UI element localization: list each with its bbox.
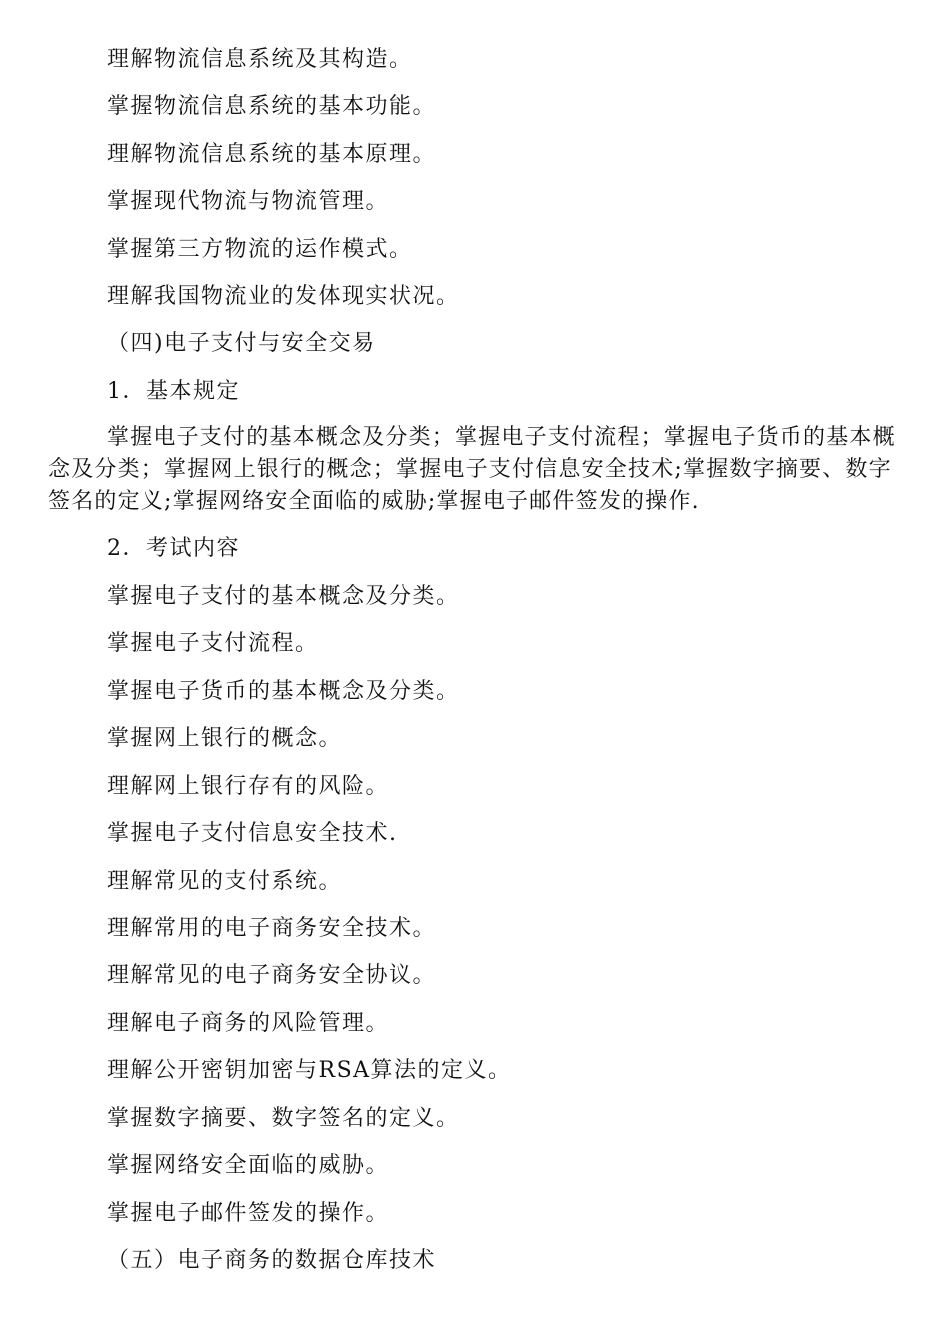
exam-item-8: 理解常用的电子商务安全技术。 (107, 916, 437, 941)
logistics-item-2: 掌握物流信息系统的基本功能。 (107, 94, 437, 119)
logistics-item-1: 理解物流信息系统及其构造。 (107, 47, 413, 72)
exam-item-11: 理解公开密钥加密与RSA算法的定义。 (107, 1058, 512, 1083)
exam-item-6: 掌握电子支付信息安全技术. (107, 821, 398, 846)
exam-item-10: 理解电子商务的风险管理。 (107, 1011, 390, 1036)
logistics-item-6: 理解我国物流业的发体现实状况。 (107, 284, 460, 309)
exam-content-heading: 2．考试内容 (107, 536, 240, 561)
exam-item-12: 掌握数字摘要、数字签名的定义。 (107, 1106, 460, 1131)
exam-item-1: 掌握电子支付的基本概念及分类。 (107, 584, 460, 609)
basic-rules-heading: 1．基本规定 (107, 379, 240, 404)
exam-item-4: 掌握网上银行的概念。 (107, 726, 343, 751)
logistics-item-3: 理解物流信息系统的基本原理。 (107, 142, 437, 167)
exam-item-9: 理解常见的电子商务安全协议。 (107, 963, 437, 988)
basic-rules-paragraph: 掌握电子支付的基本概念及分类；掌握电子支付流程；掌握电子货币的基本概念及分类；掌握网上银行的概念；掌握电子支付信息安全技术;掌握数字摘要、数字签名的定义;掌握网络安全面临的威胁;掌握电子邮件签发的操作. (48, 425, 896, 514)
section-4-heading: （四)电子支付与安全交易 (107, 331, 376, 356)
exam-item-3: 掌握电子货币的基本概念及分类。 (107, 679, 460, 704)
exam-item-7: 理解常见的支付系统。 (107, 869, 343, 894)
exam-item-5: 理解网上银行存有的风险。 (107, 774, 390, 799)
exam-item-14: 掌握电子邮件签发的操作。 (107, 1201, 390, 1226)
exam-item-2: 掌握电子支付流程。 (107, 631, 319, 656)
logistics-item-4: 掌握现代物流与物流管理。 (107, 189, 390, 214)
exam-item-13: 掌握网络安全面临的威胁。 (107, 1153, 390, 1178)
section-5-heading: （五）电子商务的数据仓库技术 (107, 1248, 437, 1273)
logistics-item-5: 掌握第三方物流的运作模式。 (107, 237, 413, 262)
